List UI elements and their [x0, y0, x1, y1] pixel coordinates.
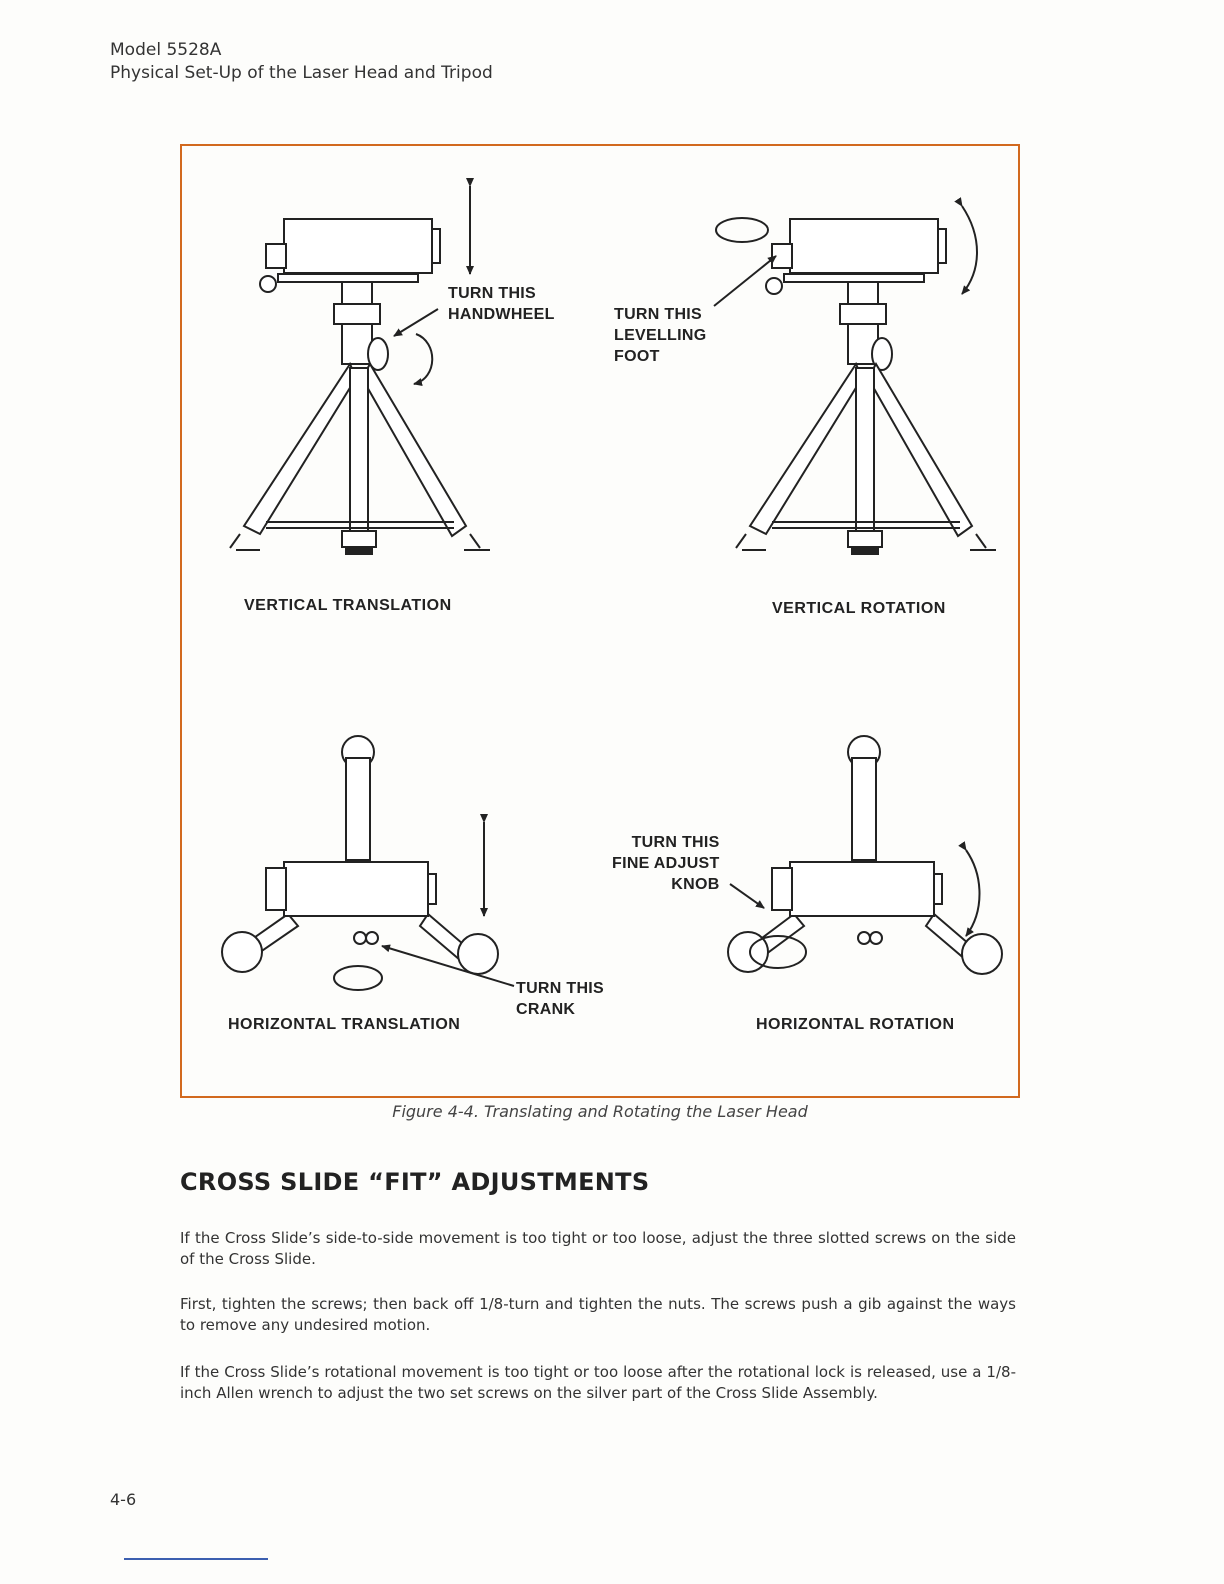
rotation-arrow-foot: [716, 218, 768, 242]
caption-vertical-translation: VERTICAL TRANSLATION: [244, 597, 452, 614]
figure-frame: [180, 144, 1020, 1098]
caption-vertical-rotation: VERTICAL ROTATION: [772, 600, 946, 617]
header-model: Model 5528A: [110, 40, 222, 60]
paragraph-side-to-side: If the Cross Slide’s side-to-side movement is too tight or too loose, adjust the three slotted screws on the side of the Cross Slide.: [180, 1229, 1016, 1268]
footer-rule: [124, 1558, 268, 1560]
rotation-arrow-crank: [334, 966, 382, 990]
topview-horizontal-rotation: [728, 736, 1002, 974]
header-section-title: Physical Set-Up of the Laser Head and Tripod: [110, 63, 493, 83]
leader-fine-adjust: [730, 884, 764, 908]
topview-horizontal-translation: [222, 736, 498, 974]
laser-head-box: [790, 219, 938, 273]
paragraph-tighten-screws: First, tighten the screws; then back off 1/8-turn and tighten the nuts. The screws push a gib against the ways to remove any undesired motion.: [180, 1295, 1016, 1334]
callout-fine-adjust: TURN THIS FINE ADJUST KNOB: [612, 834, 720, 893]
paragraph-rotational-movement: If the Cross Slide’s rotational movement is too tight or too loose after the rotational lock is released, use a 1/8-inch Allen wrench to adjust the two set screws on the silver part of the Cross Slide Assembly.: [180, 1363, 1016, 1402]
callout-handwheel: TURN THIS HANDWHEEL: [448, 285, 555, 323]
page-number: 4-6: [110, 1490, 137, 1509]
figure-illustration: [182, 146, 1018, 1096]
tilt-arrow-vertical-rotation: [962, 206, 977, 294]
figure-caption: Figure 4-4. Translating and Rotating the Laser Head: [392, 1102, 808, 1121]
rotation-arrow-handwheel: [414, 334, 432, 384]
tripod-vertical-rotation: [736, 219, 996, 554]
tripod-vertical-translation: [230, 219, 490, 554]
caption-horizontal-translation: HORIZONTAL TRANSLATION: [228, 1016, 461, 1033]
section-heading: CROSS SLIDE “FIT” ADJUSTMENTS: [180, 1168, 650, 1196]
caption-horizontal-rotation: HORIZONTAL ROTATION: [756, 1016, 955, 1033]
callout-crank: TURN THIS CRANK: [516, 980, 605, 1018]
tilt-arrow-horizontal-rotation: [966, 850, 980, 936]
laser-head-box: [284, 219, 432, 273]
leader-handwheel: [394, 309, 438, 336]
callout-levelling-foot: TURN THIS LEVELLING FOOT: [614, 306, 707, 365]
